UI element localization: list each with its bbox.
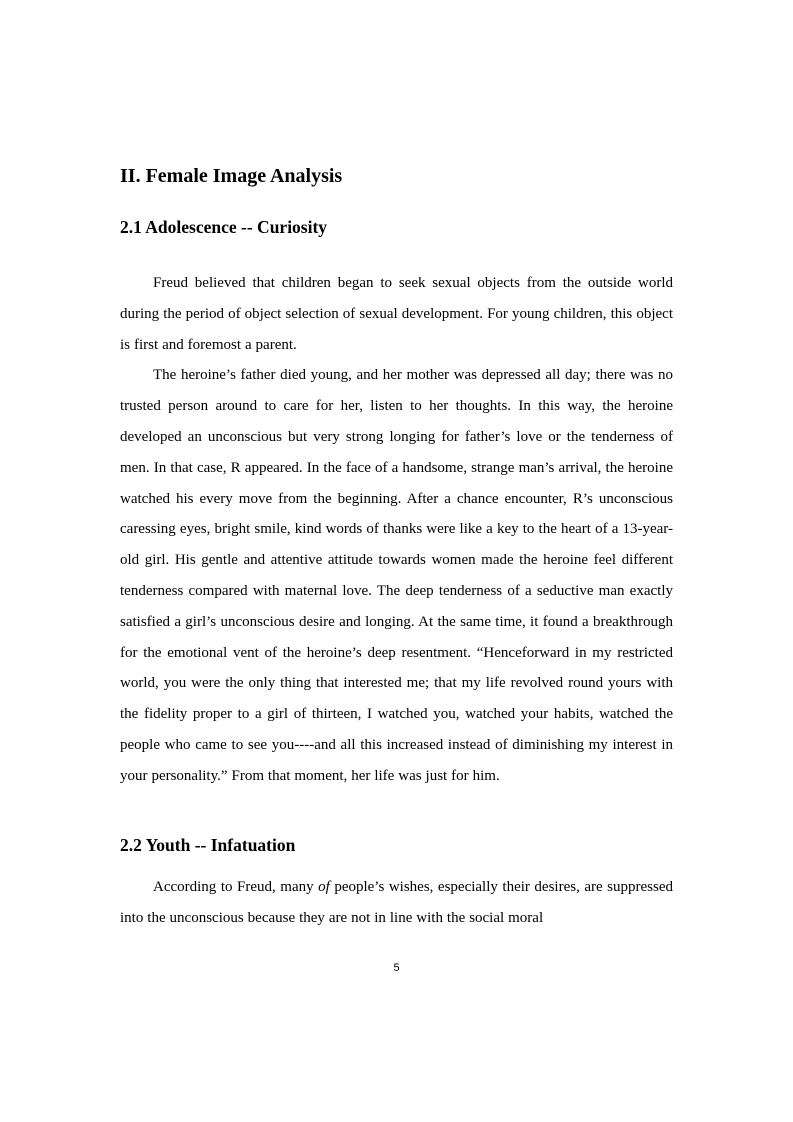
subsection-heading-adolescence: 2.1 Adolescence -- Curiosity: [120, 217, 328, 237]
paragraph-text-rest: people’s wishes, especially their desires, are suppressed into the unconscious because they are not in line with the social moral: [120, 879, 673, 926]
page-number: 5: [393, 962, 400, 974]
paragraph-heroine-father: The heroine’s father died young, and her mother was depressed all day; there was no trusted person around to care for her, listen to her thoughts. In this way, the heroine developed an unconscious but very strong longing for father’s love or the tenderness of men. In that case, R appeared. In the face of a handsome, strange man’s arrival, the heroine watched his every move from the beginning. After a chance encounter, R’s unconscious caressing eyes, bright smile, kind words of thanks were like a key to the heart of a 13-year-old girl. His gentle and attentive attitude towards women made the heroine feel different tenderness compared with maternal love. The deep tenderness of a seductive man exactly satisfied a girl’s unconscious desire and longing. At the same time, it found a breakthrough for the emotional vent of the heroine’s deep resentment. “Henceforward in my restricted world, you were the only thing that interested me; that my life revolved round yours with the fidelity proper to a girl of thirteen, I watched you, watched your habits, watched the people who came to see you----and all this increased instead of diminishing my interest in your personality.” From that moment, her life was just for him.: [120, 367, 673, 784]
paragraph-text-italic: of: [318, 879, 330, 895]
subsection-heading-youth: 2.2 Youth -- Infatuation: [120, 835, 296, 855]
subsection-body-youth: [120, 872, 673, 934]
paragraph-freud-wishes: [120, 872, 673, 934]
subsection-body-adolescence: [120, 268, 673, 792]
section-heading: II. Female Image Analysis: [120, 165, 343, 187]
paragraph-freud-object-selection: Freud believed that children began to seek sexual objects from the outside world during the period of object selection of sexual development. For young children, this object is first and foremost a parent.: [120, 275, 673, 353]
paragraph-text-start: According to Freud, many: [153, 879, 319, 895]
